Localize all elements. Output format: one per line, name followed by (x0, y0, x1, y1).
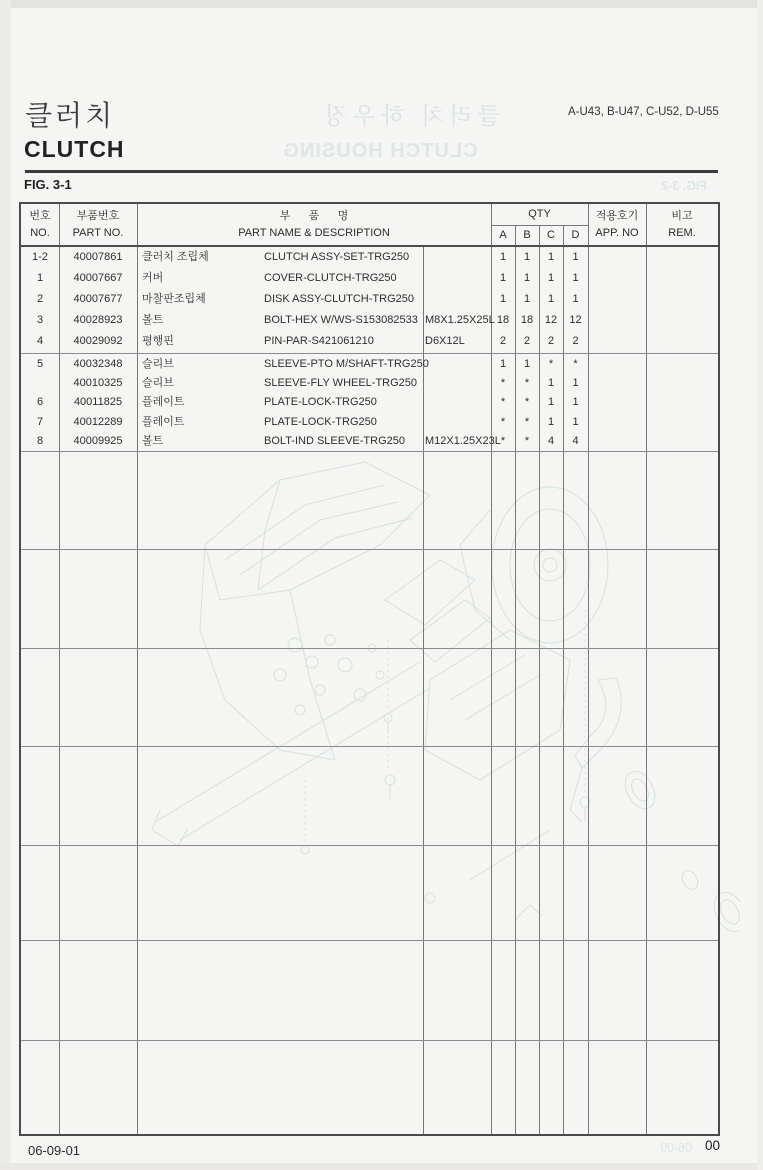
col-header-no-en: NO. (30, 226, 50, 239)
col-header-rem (646, 204, 718, 245)
group-separator (21, 1040, 718, 1041)
figure-number-label: FIG. 3-1 (24, 177, 72, 192)
col-header-qty-d: D (571, 228, 580, 241)
model-applicability-codes: A-U43, B-U47, C-U52, D-U55 (568, 106, 719, 118)
col-header-name-kr: 부 품 명 (279, 209, 349, 222)
col-header-rem-en: REM. (668, 226, 696, 239)
col-header-rem-kr: 비고 (671, 209, 693, 222)
table-row: 2 40007677 마찰판조립체 DISK ASSY-CLUTCH-TRG250 1 1 1 1 (36, 293, 579, 305)
col-header-no-kr: 번호 (29, 209, 51, 222)
footer-page-number: 00 (705, 1138, 721, 1153)
page-title-english: CLUTCH (24, 136, 125, 162)
group-separator (21, 746, 718, 747)
ghost-title-english: CLUTCH HOUSING (282, 140, 478, 162)
scan-edge-bottom (0, 1163, 763, 1170)
group-separator (21, 940, 718, 941)
col-header-partno-en: PART NO. (72, 226, 124, 239)
footer-date: 06-09-01 (28, 1143, 81, 1158)
page-title-korean: 클러치 (25, 100, 116, 131)
col-header-qty-c: C (547, 228, 555, 241)
group-separator (21, 549, 718, 550)
col-header-no (21, 204, 59, 245)
col-header-qty-a: A (499, 228, 507, 241)
table-row: 5 40032348 슬리브 SLEEVE-PTO M/SHAFT-TRG250 1 1 * * (36, 358, 578, 370)
parts-table (19, 202, 720, 1136)
ghost-figure-label: FIG. 3-2 (661, 179, 707, 193)
table-row: 8 40009925 볼트 BOLT-IND SLEEVE-TRG250 M12X1.25X23L * * 4 4 (36, 435, 579, 447)
col-header-qty-label: QTY (528, 208, 551, 220)
table-row: 1-2 40007861 클러치 조립체 CLUTCH ASSY-SET-TRG250 1 1 1 1 (32, 251, 579, 263)
col-header-name (137, 204, 491, 245)
table-row: 1 40007667 커버 COVER-CLUTCH-TRG250 1 1 1 1 (36, 272, 579, 284)
col-header-name-en: PART NAME & DESCRIPTION (238, 226, 390, 239)
scan-edge-right (757, 0, 763, 1170)
table-row: 3 40028923 볼트 BOLT-HEX W/WS-S153082533 M8X1.25X25L 18 18 12 12 (36, 314, 582, 326)
table-row: 40010325 슬리브 SLEEVE-FLY WHEEL-TRG250 * * 1 1 (73, 377, 579, 389)
col-header-qty (491, 204, 588, 225)
table-row: 4 40029092 평행핀 PIN-PAR-S421061210 D6X12L 2 2 2 2 (36, 335, 579, 347)
col-header-appno-kr: 적용호기 (595, 209, 639, 222)
ghost-footer-date: 06-09 (660, 1141, 692, 1155)
table-row: 7 40012289 플레이트 PLATE-LOCK-TRG250 * * 1 1 (36, 416, 579, 428)
header-divider-rule (25, 170, 718, 173)
table-row: 6 40011825 플레이트 PLATE-LOCK-TRG250 * * 1 1 (36, 396, 579, 408)
scan-edge-top (0, 0, 763, 8)
col-header-appno (588, 204, 646, 245)
group-separator (21, 845, 718, 846)
col-header-appno-en: APP. NO (595, 226, 639, 239)
col-header-partno-kr: 부품번호 (76, 209, 120, 222)
group-separator (21, 648, 718, 649)
col-header-partno (59, 204, 137, 245)
col-header-qty-b: B (523, 228, 531, 241)
ghost-title-korean: 클러치 하우징 (319, 103, 501, 130)
scan-edge-left (0, 0, 11, 1170)
